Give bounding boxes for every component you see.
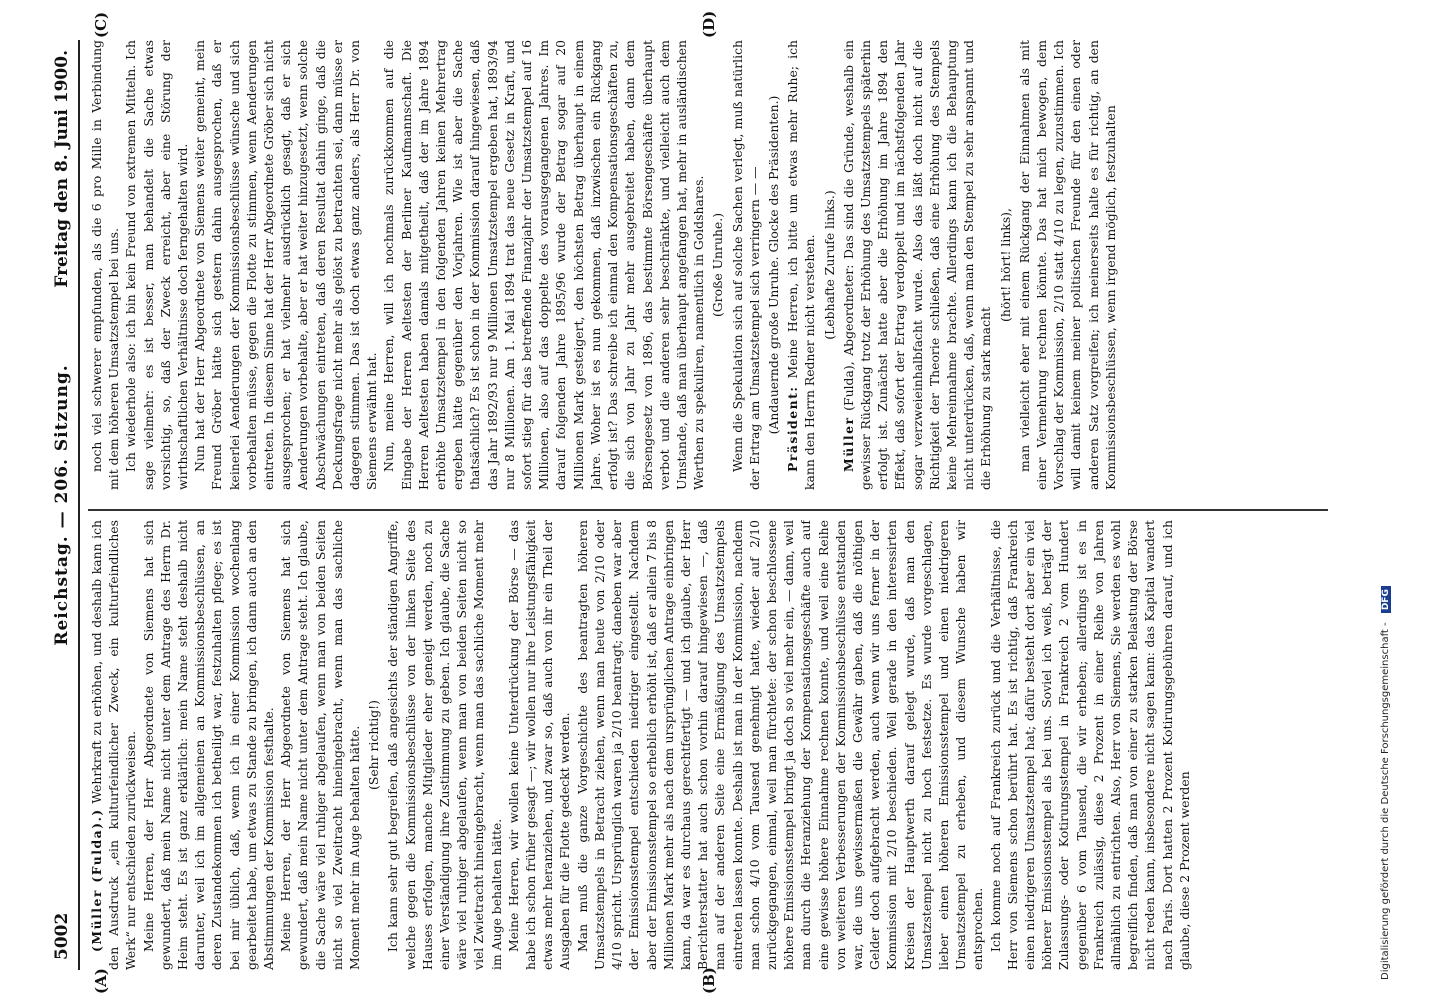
speaker-name: Müller: [840, 416, 856, 472]
stage-direction: (Große Unruhe.): [710, 212, 726, 318]
paragraph-text: Meine Herren, der Herr Abgeordnete von Siemens hat sich gewundert, daß mein Name nicht unter dem Antrage des Herrn Dr. Heim steht. Es ist ganz erklärlich: mein Name steht deshalb nicht darunter, weil ich im allgemeinen an Kommissionsbeschlüssen, an deren Zustandekommen ich betheiligt war, festzuhalten pflege; es ist bei mir üblich, daß, wenn ich in einer Kommission wochenlang gearbeitet habe, um etwas zu Stande zu bringen, ich dann auch an den Abstimmungen der Kommission festhalte.: [140, 520, 277, 970]
paragraph: [505, 520, 574, 970]
paragraph: [380, 40, 707, 490]
paragraph: [88, 520, 140, 970]
paragraph-text: man vielleicht eher mit einem Rückgang der Einnahmen als mit einer Vermehrung rechnen könnte. Das hat mich bewogen, dem Vorschlag der Kommission, 2/10 statt 4/10 zu legen, zuzustimmen. Ich will damit keinem meiner politischen Freunde für den einen oder anderen Satz vorgreifen; ich meinerseits halte es für richtig, an den Kommissionsbeschlüssen, wenn irgend möglich, festzuhalten: [1016, 40, 1118, 490]
paragraph-text: (Fulda), Abgeordneter: Das sind die Gründe, weshalb ein gewisser Rückgang trotz der Erhöhung des Umsatzstempels späterhin erfolgt ist. Zunächst hatte aber die Erhöhung im Jahre 1894 den Effekt, daß sofort der Ertrag verdoppelt und im nächstfolgenden Jahr sogar verzweieinhalbfacht wurde. Also das läßt doch nicht auf die Richtigkeit der Theorie schließen, daß eine Erhöhung des Stempels keine Mehreinnahme brachte. Allerdings kann ich die Behauptung nicht unterdrücken, daß, wenn man den Stempel zu sehr anspannt und die Erhöhung zu stark macht: [840, 40, 994, 490]
stage-direction: (Sehr richtig!): [366, 700, 382, 790]
dfg-logo: DFG: [1381, 586, 1391, 613]
right-text-column: [88, 40, 1328, 490]
paragraph-text: Ich wiederhole also: ich bin kein Freund von extremen Mitteln. Ich sage vielmehr: es ist besser, man behandelt die Sache etwas vorsichtig, so, daß der Zweck erreicht, aber eine Störung der wirthschaftlichen Verhältnisse doch ferngehalten wird.: [123, 40, 191, 490]
page-number: 5002: [52, 912, 72, 960]
paragraph-text: noch viel schwerer empfunden, als die 6 pro Mille in Verbindung mit dem höheren Umsatzstempel bei uns.: [89, 40, 122, 490]
session-date: Freitag den 8. Juni 1900.: [52, 50, 72, 288]
column-divider: [88, 509, 1328, 511]
paragraph-text: Man muß die ganze Vorgeschichte des beantragten höheren Umsatzstempels in Betracht ziehen, wenn man heute von 2/10 oder 4/10 spricht. Ursprünglich waren ja 2/10 beantragt; daneben war aber der Emissionsstempel entschieden niedriger eingestellt. Nachdem aber der Emissionsstempel so erheblich erhöht ist, daß er allein 7 bis 8 Millionen Mark mehr als nach dem ursprünglichen Antrage einbringen kann, da war es durchaus gerechtfertigt — und ich glaube, der Herr Berichterstatter hat auch schon vorhin darauf hingewiesen —, daß man auf der anderen Seite eine Ermäßigung des Umsatzstempels eintreten lassen konnte. Deshalb ist man in der Kommission, nachdem man schon 4/10 vom Tausend genehmigt hatte, wieder auf 2/10 zurückgegangen, einmal, weil man fürchtete: der schon beschlossene höhere Emissionsstempel bringt ja doch so viel mehr ein, — dann, weil man durch die Heranziehung der Kompensationsgeschäfte auch auf eine gewisse höhere Einnahme rechnen konnte, und weil eine Reihe von weiteren Verbesserungen der Kommissionsbeschlüsse entstanden war, die uns gewissermaßen die Gewähr gaben, daß die nöthigen Gelder doch aufgebracht werden, auch wenn wir uns ferner in der Kommission mit 2/10 beschieden. Weil gerade in den interessirten Kreisen der Hauptwerth darauf gelegt wurde, daß man den Umsatzstempel nicht zu hoch festsetze. Es wurde vorgeschlagen, lieber einen höheren Emissionsstempel und einen niedrigeren Umsatzstempel zu erheben, und diesem Wunsche haben wir entsprochen.: [574, 520, 986, 970]
speaker-name: Präsident:: [785, 385, 801, 472]
paragraph-text: Ich komme noch auf Frankreich zurück und die Verhältnisse, die Herr von Siemens schon berührt hat. Es ist richtig, daß Frankreich einen niedrigeren Umsatzstempel hat; dafür besteht dort aber ein viel höherer Emissionsstempel als bei uns. Soviel ich weiß, beträgt der Zulassungs- oder Kotirungsstempel in Frankreich 2 vom Hundert gegenüber 6 vom Tausend, die wir erheben; allerdings ist es in Frankreich zulässig, diese 2 Prozent in einer Reihe von Jahren allmählich zu entrichten. Also, Herr von Siemens, Sie werden es wohl begreiflich finden, daß man von einer zu starken Belastung der Börse nicht reden kann, insbesondere nicht sagen kann: das Kapital wandert nach Paris. Dort hatten 2 Prozent Kotirungsgebühren darauf, und ich glaube, diese 2 Prozent werden: [987, 520, 1192, 970]
left-text-column: [88, 520, 1328, 970]
paragraph: [729, 40, 763, 490]
paragraph-text: Nun, meine Herren, will ich nochmals zurückkommen auf die Eingabe der Herren Aeltesten der Berliner Kaufmannschaft. Die Herren Aeltesten haben damals mitgetheilt, daß der im Jahre 1894 erhöhte Umsatzstempel in den folgenden Jahren keinen Mehrertrag ergeben hätte gegenüber den Vorjahren. Wie ist aber die Sache thatsächlich? Es ist schon in der Kommission darauf hingewiesen, daß das Jahr 1892/93 nur 9 Millionen Umsatzstempel ergeben hat, 1893/94 nur 8 Millionen. Am 1. Mai 1894 trat das neue Gesetz in Kraft, und sofort stieg für das betreffende Finanzjahr der Umsatzstempel auf 16 Millionen, also auf das doppelte des vorausgegangenen Jahres. Im darauf folgenden Jahre 1895/96 wurde der Betrag sogar auf 20 Millionen Mark gesteigert, den höchsten Betrag überhaupt in einem Jahre. Woher ist es nun gekommen, daß inzwischen ein Rückgang erfolgt ist? Das schreibe ich einmal den Kompensationsgeschäften zu, die sich von Jahr zu Jahr mehr ausgebreitet haben, dann dem Börsengesetz von 1896, das bestimmte Börsengeschäfte überhaupt verbot und die anderen sehr beschränkte, und vielleicht auch dem Umstande, daß man überhaupt angefangen hat, mehr in ausländischen Werthen zu spekuliren, namentlich in Goldshares.: [381, 40, 707, 490]
paragraph: [277, 520, 363, 970]
paragraph-text: Meine Herren, der Herr Abgeordnete von Siemens hat sich gewundert, daß mein Name nicht unter dem Antrage steht. Ich glaube, die Sache wäre viel ruhiger abgelaufen, wenn man von beiden Seiten nicht so viel Zweitracht hineingebracht, wenn man das sachliche Moment mehr im Auge behalten hätte.: [278, 520, 363, 970]
paragraph: [88, 40, 122, 490]
margin-marker-b: (B): [700, 967, 718, 994]
paragraph-text: Ich kann sehr gut begreifen, daß angesichts der ständigen Angriffe, welche gegen die Kommissionsbeschlüsse von der linken Seite des Hauses erfolgen, manche Mitglieder eher geneigt werden, noch zu einer Verständigung ihre Zustimmung zu geben. Ich glaube, die Sache wäre viel ruhiger abgelaufen, wenn man von beiden Seiten nicht so viel Zwietracht hineingebracht, wenn man das sachliche Moment mehr im Auge behalten hätte.: [385, 520, 504, 970]
paragraph: [191, 40, 380, 490]
stage-direction: (Andauernde große Unruhe. Glocke des Präsidenten.): [765, 95, 781, 435]
paragraph-text: Meine Herren, wir wollen keine Unterdrückung der Börse — das habe ich schon früher gesagt —; wir wollen nur ihre Leistungsfähigkeit etwas mehr heranziehen, und zwar so, daß auch von ihr ein Theil der Ausgaben für die Flotte gedeckt werden.: [505, 520, 573, 970]
paragraph-text: Wehrkraft zu erhöhen, und deshalb kann ich den Ausdruck „ein kulturfeindlicher Zweck, ein kulturfeindliches Werk“ nur entschieden zurückweisen.: [89, 520, 139, 970]
footer-text: Digitalisierung gefördert durch die Deutsche Forschungsgemeinschaft -: [1380, 622, 1391, 980]
paragraph: [1016, 40, 1119, 490]
digitization-footer: [1380, 20, 1391, 980]
paragraph: [140, 520, 278, 970]
stage-direction: (Lebhafte Zurufe links.): [821, 190, 837, 340]
paragraph-text: Meine Herren, ich bitte um etwas mehr Ruhe; ich kann den Herrn Redner nicht verstehen.: [785, 40, 818, 490]
paragraph: [384, 520, 504, 970]
page-header: [52, 40, 80, 970]
paragraph: [122, 40, 191, 490]
paragraph-text: Nun hat der Herr Abgeordnete von Siemens weiter gemeint, mein Freund Gröber hätte sich gestern dahin ausgesprochen, daß er keinerlei Aenderungen der Kommissionsbeschlüsse wünsche und sich vorbehalten müsse, gegen die Flotte zu stimmen, wenn Aenderungen eintreten. In diesem Sinne hat der Herr Abgeordnete Gröber sich nicht ausgesprochen; er hat vielmehr ausdrücklich gesagt, daß er sich Aenderungen vorbehalte, aber er hat weiter hinzugesetzt, wenn solche Abschwächungen eintreten, daß deren Resultat dahin ginge, daß die Deckungsfrage nicht mehr als gelöst zu betrachten sei, dann müsse er dagegen stimmen. Das ist doch etwas ganz anders, als Herr Dr. von Siemens erwähnt hat.: [192, 40, 380, 490]
paragraph-text: Wenn die Spekulation sich auf solche Sachen verlegt, muß natürlich der Ertrag am Umsatzstempel sich verringern — —: [729, 40, 762, 490]
paragraph: [574, 520, 987, 970]
speaker-name: (Müller (Fulda).): [89, 808, 104, 952]
paragraph: [840, 40, 995, 490]
margin-marker-d: (D): [700, 10, 718, 38]
paragraph: [784, 40, 818, 490]
margin-marker-c: (C): [92, 11, 110, 38]
stage-direction: (hört! hört! links),: [997, 208, 1013, 322]
margin-marker-a: (A): [92, 968, 110, 994]
session-title: Reichstag. — 206. Sitzung.: [52, 364, 72, 646]
paragraph: [987, 520, 1193, 970]
